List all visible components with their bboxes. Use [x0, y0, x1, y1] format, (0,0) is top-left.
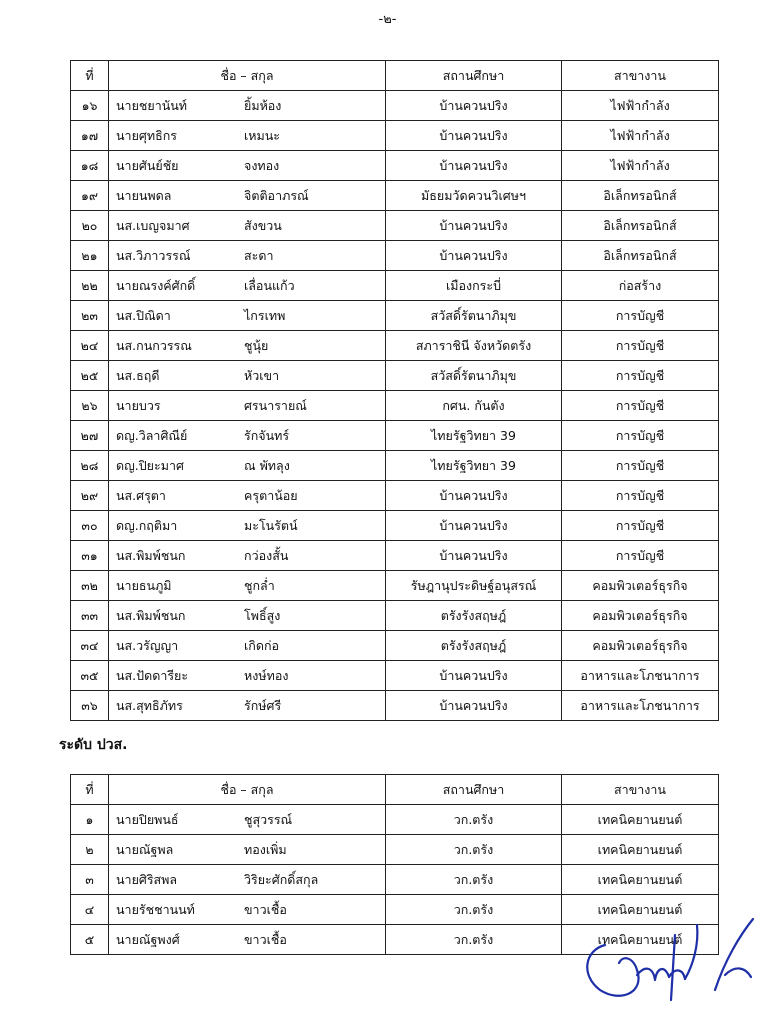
table-row	[71, 361, 719, 391]
given-name: นส.พิมพ์ชนก	[116, 547, 186, 563]
table-row	[71, 481, 719, 511]
row-number: ๓๖	[71, 691, 109, 721]
given-name: นส.วรัญญา	[116, 637, 179, 653]
row-number: ๓๑	[71, 541, 109, 571]
given-name: นส.สุทธิภัทร	[116, 697, 183, 713]
name-cell	[109, 835, 386, 865]
table-row	[71, 631, 719, 661]
family-name: เกิดก่อ	[244, 637, 280, 653]
row-number: ๒๘	[71, 451, 109, 481]
school-cell: บ้านควนปริง	[386, 481, 562, 511]
table-row	[71, 91, 719, 121]
name-cell	[109, 301, 386, 331]
school-cell: บ้านควนปริง	[386, 91, 562, 121]
table-row	[71, 121, 719, 151]
given-name: นายปิยพนธ์	[116, 811, 179, 827]
row-number: ๓๐	[71, 511, 109, 541]
major-cell: อาหารและโภชนาการ	[562, 661, 719, 691]
table-row	[71, 301, 719, 331]
table-header-row	[71, 61, 719, 91]
school-cell: วก.ตรัง	[386, 865, 562, 895]
vocational-certificate-table	[70, 60, 719, 721]
major-cell: การบัญชี	[562, 541, 719, 571]
school-cell: บ้านควนปริง	[386, 661, 562, 691]
school-cell: วก.ตรัง	[386, 805, 562, 835]
table-row	[71, 331, 719, 361]
row-number: ๑๙	[71, 181, 109, 211]
given-name: ดญ.ปิยะมาศ	[116, 457, 184, 473]
header-name: ชื่อ – สกุล	[109, 775, 386, 805]
major-cell: คอมพิวเตอร์ธุรกิจ	[562, 631, 719, 661]
name-cell	[109, 151, 386, 181]
major-cell: การบัญชี	[562, 301, 719, 331]
school-cell: บ้านควนปริง	[386, 541, 562, 571]
major-cell: ก่อสร้าง	[562, 271, 719, 301]
table-row	[71, 511, 719, 541]
name-cell	[109, 805, 386, 835]
name-cell	[109, 865, 386, 895]
school-cell: สวัสดิ์รัตนาภิมุข	[386, 301, 562, 331]
school-cell: สภาราชินี จังหวัดตรัง	[386, 331, 562, 361]
school-cell: ตรังรังสฤษฎ์	[386, 601, 562, 631]
given-name: นายศิริสพล	[116, 871, 178, 887]
major-cell: การบัญชี	[562, 481, 719, 511]
given-name: นายธนภูมิ	[116, 577, 172, 593]
major-cell: คอมพิวเตอร์ธุรกิจ	[562, 601, 719, 631]
family-name: โพธิ์สูง	[244, 607, 281, 623]
row-number: ๒๖	[71, 391, 109, 421]
name-cell	[109, 121, 386, 151]
name-cell	[109, 631, 386, 661]
given-name: นายณัฐพงศ์	[116, 931, 180, 947]
name-cell	[109, 181, 386, 211]
row-number: ๑๖	[71, 91, 109, 121]
major-cell: เทคนิคยานยนต์	[562, 925, 719, 955]
given-name: นส.พิมพ์ชนก	[116, 607, 186, 623]
given-name: นายศุทธิกร	[116, 127, 177, 143]
row-number: ๒	[71, 835, 109, 865]
row-number: ๓๒	[71, 571, 109, 601]
table-body	[71, 91, 719, 721]
name-cell	[109, 601, 386, 631]
table-row	[71, 151, 719, 181]
family-name: จิตติอาภรณ์	[244, 187, 309, 203]
major-cell: การบัญชี	[562, 451, 719, 481]
school-cell: ตรังรังสฤษฎ์	[386, 631, 562, 661]
major-cell: อิเล็กทรอนิกส์	[562, 241, 719, 271]
family-name: จงทอง	[244, 157, 280, 173]
major-cell: อาหารและโภชนาการ	[562, 691, 719, 721]
major-cell: การบัญชี	[562, 511, 719, 541]
name-cell	[109, 361, 386, 391]
given-name: นายบวร	[116, 397, 161, 413]
school-cell: รัษฎานุประดิษฐ์อนุสรณ์	[386, 571, 562, 601]
table-row	[71, 571, 719, 601]
major-cell: อิเล็กทรอนิกส์	[562, 211, 719, 241]
table-header-row	[71, 775, 719, 805]
school-cell: บ้านควนปริง	[386, 121, 562, 151]
row-number: ๑	[71, 805, 109, 835]
table-row	[71, 271, 719, 301]
family-name: เหมนะ	[244, 127, 281, 143]
table-row	[71, 805, 719, 835]
table-row	[71, 691, 719, 721]
header-school: สถานศึกษา	[386, 775, 562, 805]
header-major: สาขางาน	[562, 775, 719, 805]
table-row	[71, 541, 719, 571]
name-cell	[109, 241, 386, 271]
row-number: ๑๗	[71, 121, 109, 151]
table-row	[71, 835, 719, 865]
name-cell	[109, 895, 386, 925]
family-name: หงษ์ทอง	[244, 667, 289, 683]
given-name: ดญ.วิลาศิณีย์	[116, 427, 188, 443]
name-cell	[109, 481, 386, 511]
major-cell: คอมพิวเตอร์ธุรกิจ	[562, 571, 719, 601]
row-number: ๑๘	[71, 151, 109, 181]
family-name: รักจันทร์	[244, 427, 290, 443]
given-name: นายณัฐพล	[116, 841, 174, 857]
school-cell: สวัสดิ์รัตนาภิมุข	[386, 361, 562, 391]
major-cell: เทคนิคยานยนต์	[562, 805, 719, 835]
family-name: สังขวน	[244, 217, 282, 233]
given-name: นส.วิภาวรรณ์	[116, 247, 191, 263]
family-name: เลื่อนแก้ว	[244, 277, 295, 293]
row-number: ๒๙	[71, 481, 109, 511]
name-cell	[109, 451, 386, 481]
row-number: ๓๕	[71, 661, 109, 691]
header-no: ที่	[71, 61, 109, 91]
section-heading-diploma: ระดับ ปวส.	[59, 737, 128, 753]
row-number: ๓๔	[71, 631, 109, 661]
page-number: -๒-	[378, 12, 397, 27]
family-name: ชูกล่ำ	[244, 577, 275, 593]
name-cell	[109, 271, 386, 301]
table-row	[71, 451, 719, 481]
family-name: ไกรเทพ	[244, 307, 286, 323]
name-cell	[109, 571, 386, 601]
school-cell: เมืองกระบี่	[386, 271, 562, 301]
family-name: สะดา	[244, 247, 274, 263]
major-cell: การบัญชี	[562, 331, 719, 361]
major-cell: อิเล็กทรอนิกส์	[562, 181, 719, 211]
header-no: ที่	[71, 775, 109, 805]
row-number: ๒๔	[71, 331, 109, 361]
family-name: ขาวเชื้อ	[244, 931, 287, 947]
family-name: ยิ้มห้อง	[244, 97, 282, 113]
major-cell: การบัญชี	[562, 391, 719, 421]
school-cell: วก.ตรัง	[386, 925, 562, 955]
name-cell	[109, 211, 386, 241]
table-row	[71, 211, 719, 241]
row-number: ๓๓	[71, 601, 109, 631]
given-name: นส.ปัดดารียะ	[116, 667, 189, 683]
school-cell: บ้านควนปริง	[386, 511, 562, 541]
name-cell	[109, 91, 386, 121]
family-name: กว่องสั้น	[244, 547, 289, 563]
row-number: ๒๒	[71, 271, 109, 301]
major-cell: ไฟฟ้ากำลัง	[562, 151, 719, 181]
family-name: วิริยะศักดิ์สกุล	[244, 871, 319, 887]
name-cell	[109, 391, 386, 421]
given-name: นส.ศรุตา	[116, 487, 166, 503]
family-name: ณ พัทลุง	[244, 457, 290, 473]
row-number: ๔	[71, 895, 109, 925]
major-cell: การบัญชี	[562, 421, 719, 451]
given-name: นส.กนกวรรณ	[116, 337, 192, 353]
family-name: ครุตาน้อย	[244, 487, 298, 503]
given-name: นายณรงค์ศักดิ์	[116, 277, 196, 293]
table-row	[71, 181, 719, 211]
major-cell: เทคนิคยานยนต์	[562, 835, 719, 865]
given-name: ดญ.กฤติมา	[116, 517, 178, 533]
school-cell: วก.ตรัง	[386, 835, 562, 865]
row-number: ๒๕	[71, 361, 109, 391]
table-row	[71, 421, 719, 451]
row-number: ๓	[71, 865, 109, 895]
school-cell: กศน. กันตัง	[386, 391, 562, 421]
major-cell: การบัญชี	[562, 361, 719, 391]
school-cell: วก.ตรัง	[386, 895, 562, 925]
header-name: ชื่อ – สกุล	[109, 61, 386, 91]
table-row	[71, 241, 719, 271]
school-cell: บ้านควนปริง	[386, 211, 562, 241]
table-row	[71, 865, 719, 895]
given-name: นายนพดล	[116, 187, 172, 203]
given-name: นส.เบญจมาศ	[116, 217, 190, 233]
family-name: หัวเขา	[244, 367, 280, 383]
family-name: ทองเพิ่ม	[244, 841, 287, 857]
row-number: ๕	[71, 925, 109, 955]
major-cell: เทคนิคยานยนต์	[562, 895, 719, 925]
given-name: นายศันย์ชัย	[116, 157, 179, 173]
family-name: รักษ์ศรี	[244, 697, 282, 713]
family-name: มะโนรัตน์	[244, 517, 298, 533]
school-cell: ไทยรัฐวิทยา 39	[386, 421, 562, 451]
given-name: นส.ปิณิดา	[116, 307, 171, 323]
family-name: ชูนุ้ย	[244, 337, 269, 353]
given-name: นส.ธฤดี	[116, 367, 160, 383]
name-cell	[109, 925, 386, 955]
family-name: ขาวเชื้อ	[244, 901, 287, 917]
table-row	[71, 661, 719, 691]
header-school: สถานศึกษา	[386, 61, 562, 91]
school-cell: ไทยรัฐวิทยา 39	[386, 451, 562, 481]
name-cell	[109, 421, 386, 451]
name-cell	[109, 331, 386, 361]
row-number: ๒๓	[71, 301, 109, 331]
name-cell	[109, 541, 386, 571]
school-cell: บ้านควนปริง	[386, 241, 562, 271]
school-cell: บ้านควนปริง	[386, 151, 562, 181]
major-cell: ไฟฟ้ากำลัง	[562, 121, 719, 151]
table-row	[71, 601, 719, 631]
table-row	[71, 391, 719, 421]
header-major: สาขางาน	[562, 61, 719, 91]
row-number: ๒๑	[71, 241, 109, 271]
family-name: ศรนารายณ์	[244, 397, 307, 413]
family-name: ชูสุวรรณ์	[244, 811, 293, 827]
handwritten-signature	[575, 905, 765, 1015]
major-cell: ไฟฟ้ากำลัง	[562, 91, 719, 121]
row-number: ๒๐	[71, 211, 109, 241]
name-cell	[109, 511, 386, 541]
major-cell: เทคนิคยานยนต์	[562, 865, 719, 895]
given-name: นายชยานันท์	[116, 97, 188, 113]
name-cell	[109, 691, 386, 721]
name-cell	[109, 661, 386, 691]
school-cell: บ้านควนปริง	[386, 691, 562, 721]
given-name: นายรัชชานนท์	[116, 901, 195, 917]
school-cell: มัธยมวัดควนวิเศษฯ	[386, 181, 562, 211]
row-number: ๒๗	[71, 421, 109, 451]
